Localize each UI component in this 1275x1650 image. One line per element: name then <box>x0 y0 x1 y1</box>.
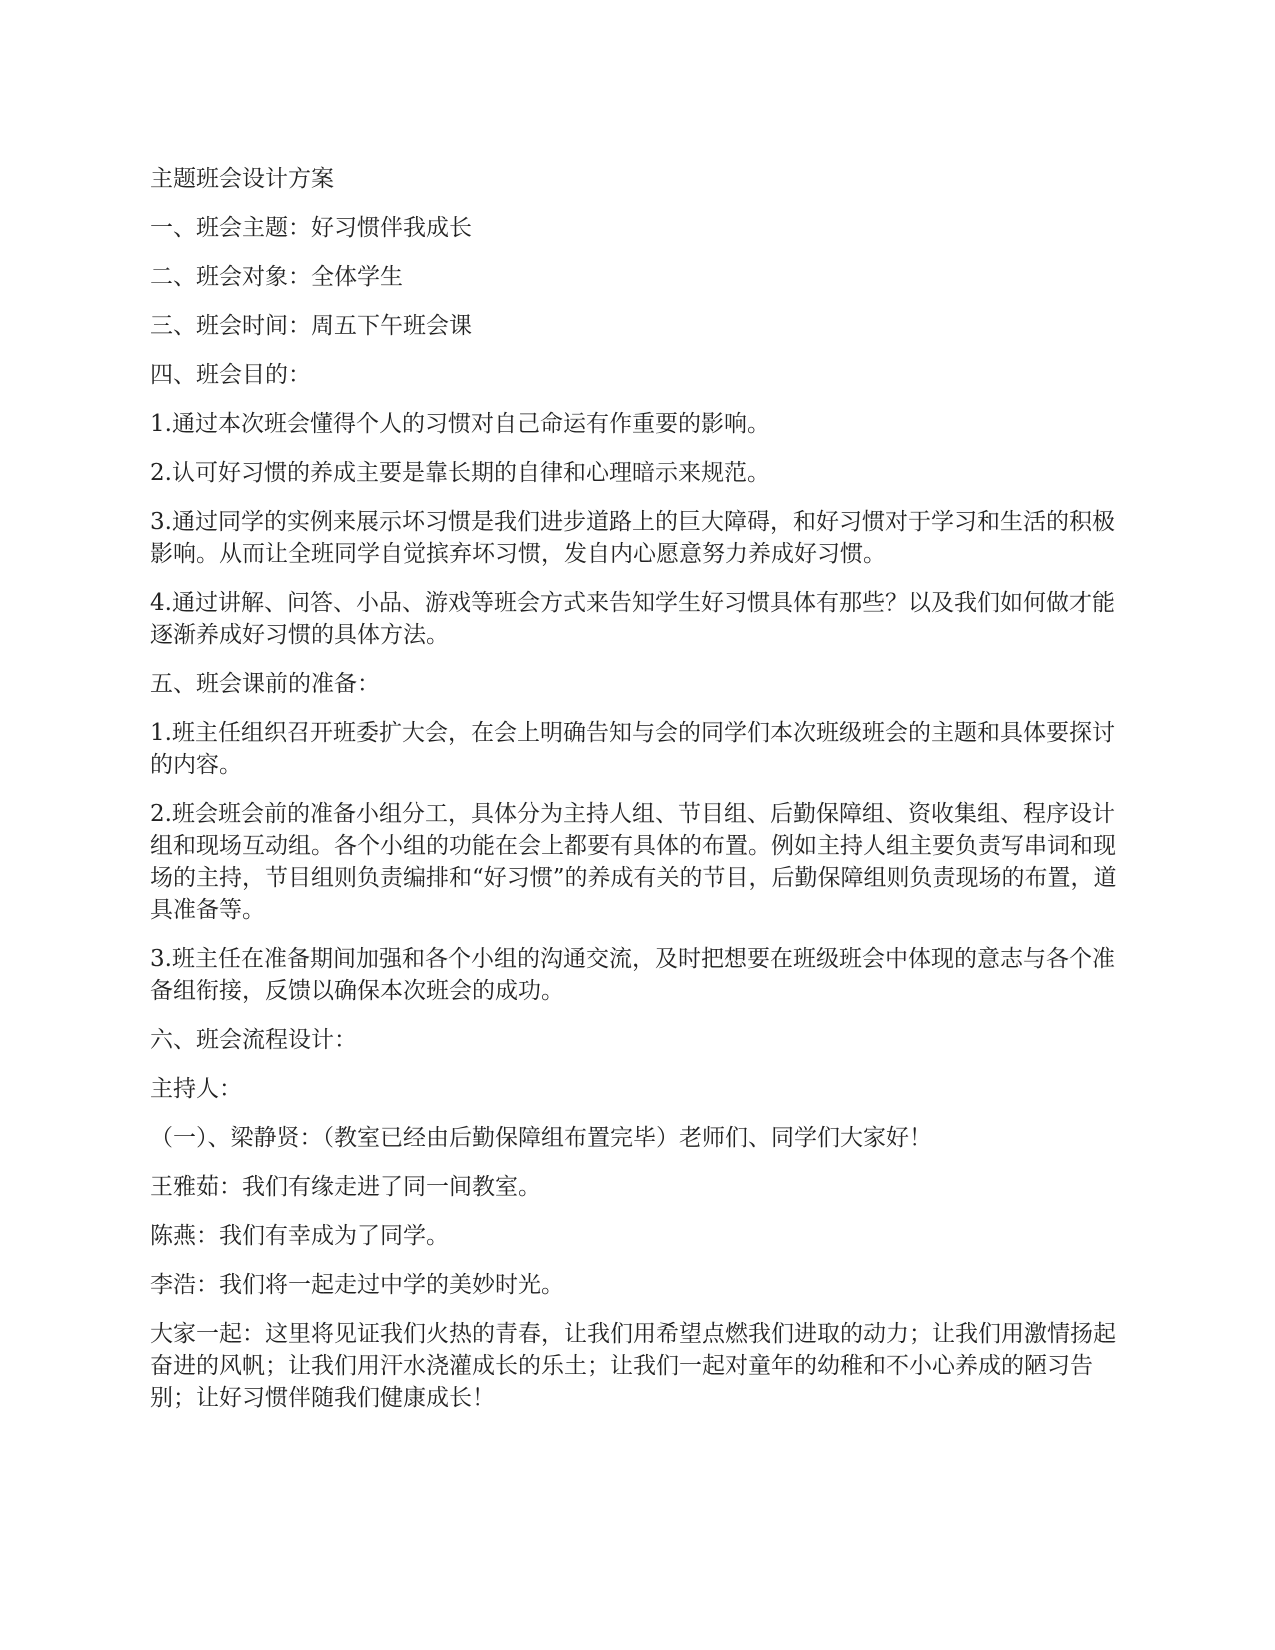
document-body <box>150 163 1125 1431</box>
preparation-item-2: 2.班会班会前的准备小组分工，具体分为主持人组、节目组、后勤保障组、资收集组、程序设计组和现场互动组。各个小组的功能在会上都要有具体的布置。例如主持人组主要负责写串词和现场的主持，节目组则负责编排和“好习惯”的养成有关的节目，后勤保障组则负责现场的布置，道具准备等。 <box>150 801 1117 923</box>
document-title: 主题班会设计方案 <box>150 166 334 192</box>
purpose-item-3: 3.通过同学的实例来展示坏习惯是我们进步道路上的巨大障碍，和好习惯对于学习和生活的积极影响。从而让全班同学自觉摈弃坏习惯，发自内心愿意努力养成好习惯。 <box>150 509 1115 567</box>
section-purpose-heading: 四、班会目的： <box>150 362 311 388</box>
section-process-heading: 六、班会流程设计： <box>150 1027 357 1053</box>
preparation-item-3: 3.班主任在准备期间加强和各个小组的沟通交流，及时把想要在班级班会中体现的意志与各个准备组衔接，反馈以确保本次班会的成功。 <box>150 946 1115 1004</box>
host-line-4: 李浩：我们将一起走过中学的美妙时光。 <box>150 1272 564 1298</box>
section-theme: 一、班会主题：好习惯伴我成长 <box>150 215 472 241</box>
preparation-item-1: 1.班主任组织召开班委扩大会，在会上明确告知与会的同学们本次班级班会的主题和具体要探讨的内容。 <box>150 720 1115 778</box>
host-line-5: 大家一起：这里将见证我们火热的青春，让我们用希望点燃我们进取的动力；让我们用激情扬起奋进的风帆；让我们用汗水浇灌成长的乐土；让我们一起对童年的幼稚和不小心养成的陋习告别；让好习惯伴随我们健康成长！ <box>150 1321 1116 1411</box>
host-line-3: 陈燕：我们有幸成为了同学。 <box>150 1223 449 1249</box>
purpose-item-4: 4.通过讲解、问答、小品、游戏等班会方式来告知学生好习惯具体有那些？以及我们如何做才能逐渐养成好习惯的具体方法。 <box>150 590 1115 648</box>
section-preparation-heading: 五、班会课前的准备： <box>150 671 380 697</box>
section-time: 三、班会时间：周五下午班会课 <box>150 313 472 339</box>
purpose-item-2: 2.认可好习惯的养成主要是靠长期的自律和心理暗示来规范。 <box>150 460 770 486</box>
host-line-2: 王雅茹：我们有缘走进了同一间教室。 <box>150 1174 541 1200</box>
purpose-item-1: 1.通过本次班会懂得个人的习惯对自己命运有作重要的影响。 <box>150 411 770 437</box>
host-line-1: （一）、梁静贤：（教室已经由后勤保障组布置完毕）老师们、同学们大家好！ <box>150 1125 932 1151</box>
section-audience: 二、班会对象：全体学生 <box>150 264 403 290</box>
host-label: 主持人： <box>150 1076 242 1102</box>
